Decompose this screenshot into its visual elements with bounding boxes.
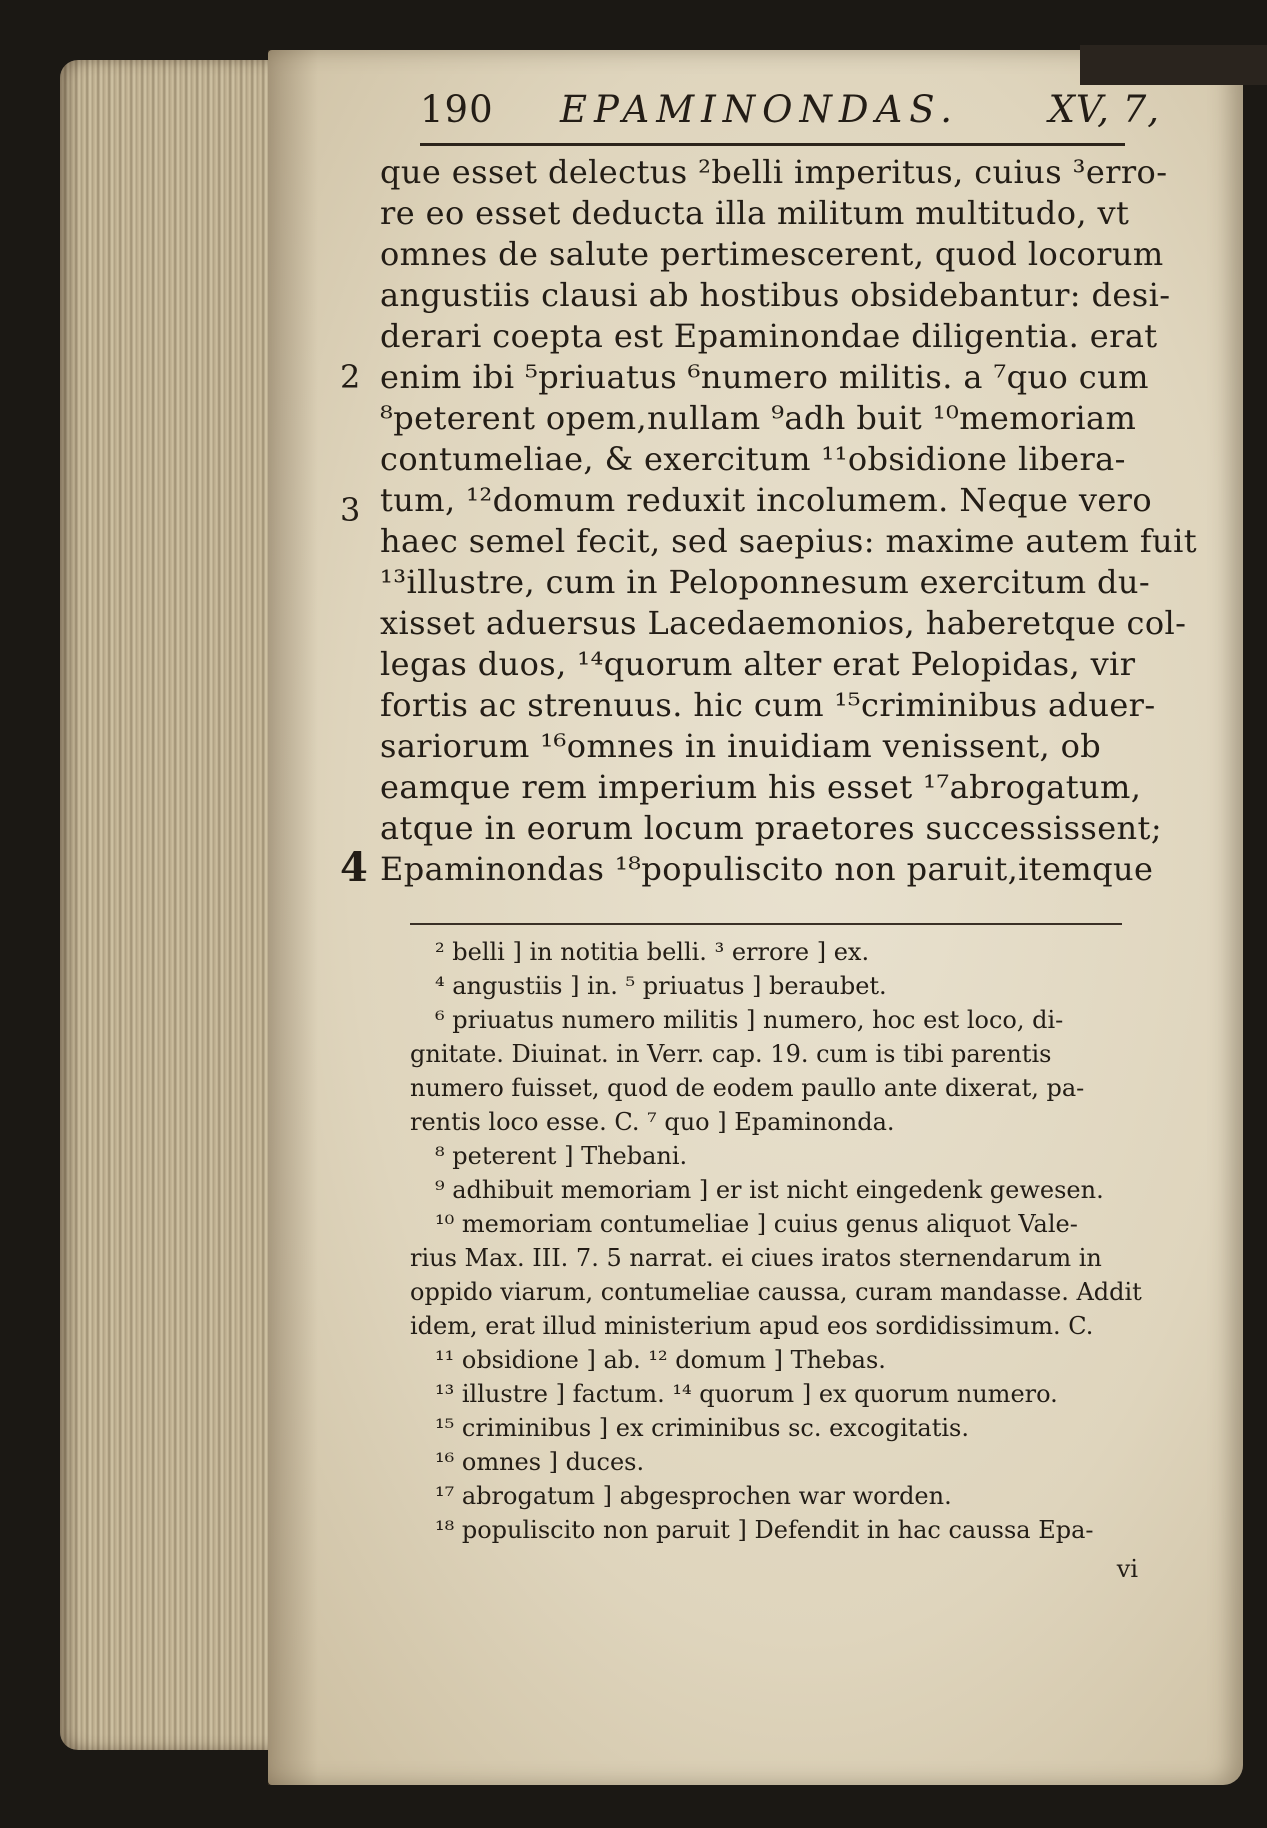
footnote-line: gnitate. Diuinat. in Verr. cap. 19. cum is tibi parentis bbox=[410, 1040, 1052, 1068]
footnote-line: rentis loco esse. C. ⁷ quo ] Epaminonda. bbox=[410, 1108, 895, 1136]
text-line: derari coepta est Epaminondae diligentia. erat bbox=[380, 317, 1158, 355]
text-line: enim ibi ⁵priuatus ⁶numero militis. a ⁷quo cum bbox=[380, 358, 1149, 396]
footnote-line: idem, erat illud ministerium apud eos sordidissimum. C. bbox=[410, 1312, 1094, 1340]
footnote-line: ⁹ adhibuit memoriam ] er ist nicht eingedenk gewesen. bbox=[435, 1176, 1104, 1204]
margin-number: 3 bbox=[340, 491, 361, 529]
footnote-line: ⁸ peterent ] Thebani. bbox=[435, 1142, 688, 1170]
text-line: sariorum ¹⁶omnes in inuidiam venissent, ob bbox=[380, 727, 1102, 765]
section-reference: XV, 7, bbox=[1048, 88, 1160, 131]
text-line: legas duos, ¹⁴quorum alter erat Pelopidas, vir bbox=[380, 645, 1136, 683]
text-line: eamque rem imperium his esset ¹⁷abrogatum, bbox=[380, 768, 1142, 806]
margin-number: 4 bbox=[340, 844, 368, 891]
catchword: vi bbox=[1116, 1555, 1138, 1583]
footnote-line: oppido viarum, contumeliae caussa, curam mandasse. Addit bbox=[410, 1278, 1142, 1306]
text-line: fortis ac strenuus. hic cum ¹⁵criminibus aduer- bbox=[380, 686, 1156, 724]
footnote-line: numero fuisset, quod de eodem paullo ante dixerat, pa- bbox=[410, 1074, 1085, 1102]
running-header bbox=[420, 88, 1160, 140]
text-line: tum, ¹²domum reduxit incolumem. Neque vero bbox=[380, 481, 1153, 519]
text-line: ¹³illustre, cum in Peloponnesum exercitum du- bbox=[380, 563, 1151, 601]
text-line: Epaminondas ¹⁸populiscito non paruit,itemque bbox=[380, 850, 1154, 888]
text-line: ⁸peterent opem,nullam ⁹adh buit ¹⁰memoriam bbox=[380, 399, 1137, 437]
text-line: contumeliae, & exercitum ¹¹obsidione libera- bbox=[380, 440, 1126, 478]
footnote-line: ¹⁰ memoriam contumeliae ] cuius genus aliquot Vale- bbox=[435, 1210, 1078, 1238]
page-number: 190 bbox=[420, 88, 494, 131]
text-line: atque in eorum locum praetores successissent; bbox=[380, 809, 1162, 847]
text-line: xisset aduersus Lacedaemonios, haberetque col- bbox=[380, 604, 1187, 642]
gutter-shadow bbox=[268, 50, 318, 1785]
footnote-line: ¹¹ obsidione ] ab. ¹² domum ] Thebas. bbox=[435, 1346, 886, 1374]
footnote-line: rius Max. III. 7. 5 narrat. ei ciues iratos sternendarum in bbox=[410, 1244, 1102, 1272]
footnote-line: ⁶ priuatus numero militis ] numero, hoc est loco, di- bbox=[435, 1006, 1064, 1034]
notes-rule bbox=[410, 923, 1122, 925]
text-line: omnes de salute pertimescerent, quod locorum bbox=[380, 235, 1164, 273]
footnote-line: ¹⁸ populiscito non paruit ] Defendit in hac caussa Epa- bbox=[435, 1516, 1094, 1544]
footnote-line: ¹³ illustre ] factum. ¹⁴ quorum ] ex quorum numero. bbox=[435, 1380, 1058, 1408]
margin-number: 2 bbox=[340, 358, 361, 396]
footnote-line: ¹⁷ abrogatum ] abgesprochen war worden. bbox=[435, 1482, 952, 1510]
footnote-line: ² belli ] in notitia belli. ³ errore ] ex. bbox=[435, 938, 870, 966]
footnote-line: ⁴ angustiis ] in. ⁵ priuatus ] beraubet. bbox=[435, 972, 887, 1000]
text-line: angustiis clausi ab hostibus obsidebantur: desi- bbox=[380, 276, 1171, 314]
text-line: re eo esset deducta illa militum multitudo, vt bbox=[380, 194, 1130, 232]
text-line: haec semel fecit, sed saepius: maxime autem fuit bbox=[380, 522, 1197, 560]
page-content bbox=[340, 0, 1197, 1828]
header-rule bbox=[420, 143, 1125, 146]
running-title: EPAMINONDAS. bbox=[560, 88, 959, 131]
footnote-line: ¹⁵ criminibus ] ex criminibus sc. excogitatis. bbox=[435, 1414, 969, 1442]
text-line: que esset delectus ²belli imperitus, cuius ³erro- bbox=[380, 153, 1168, 191]
footnote-line: ¹⁶ omnes ] duces. bbox=[435, 1448, 645, 1476]
